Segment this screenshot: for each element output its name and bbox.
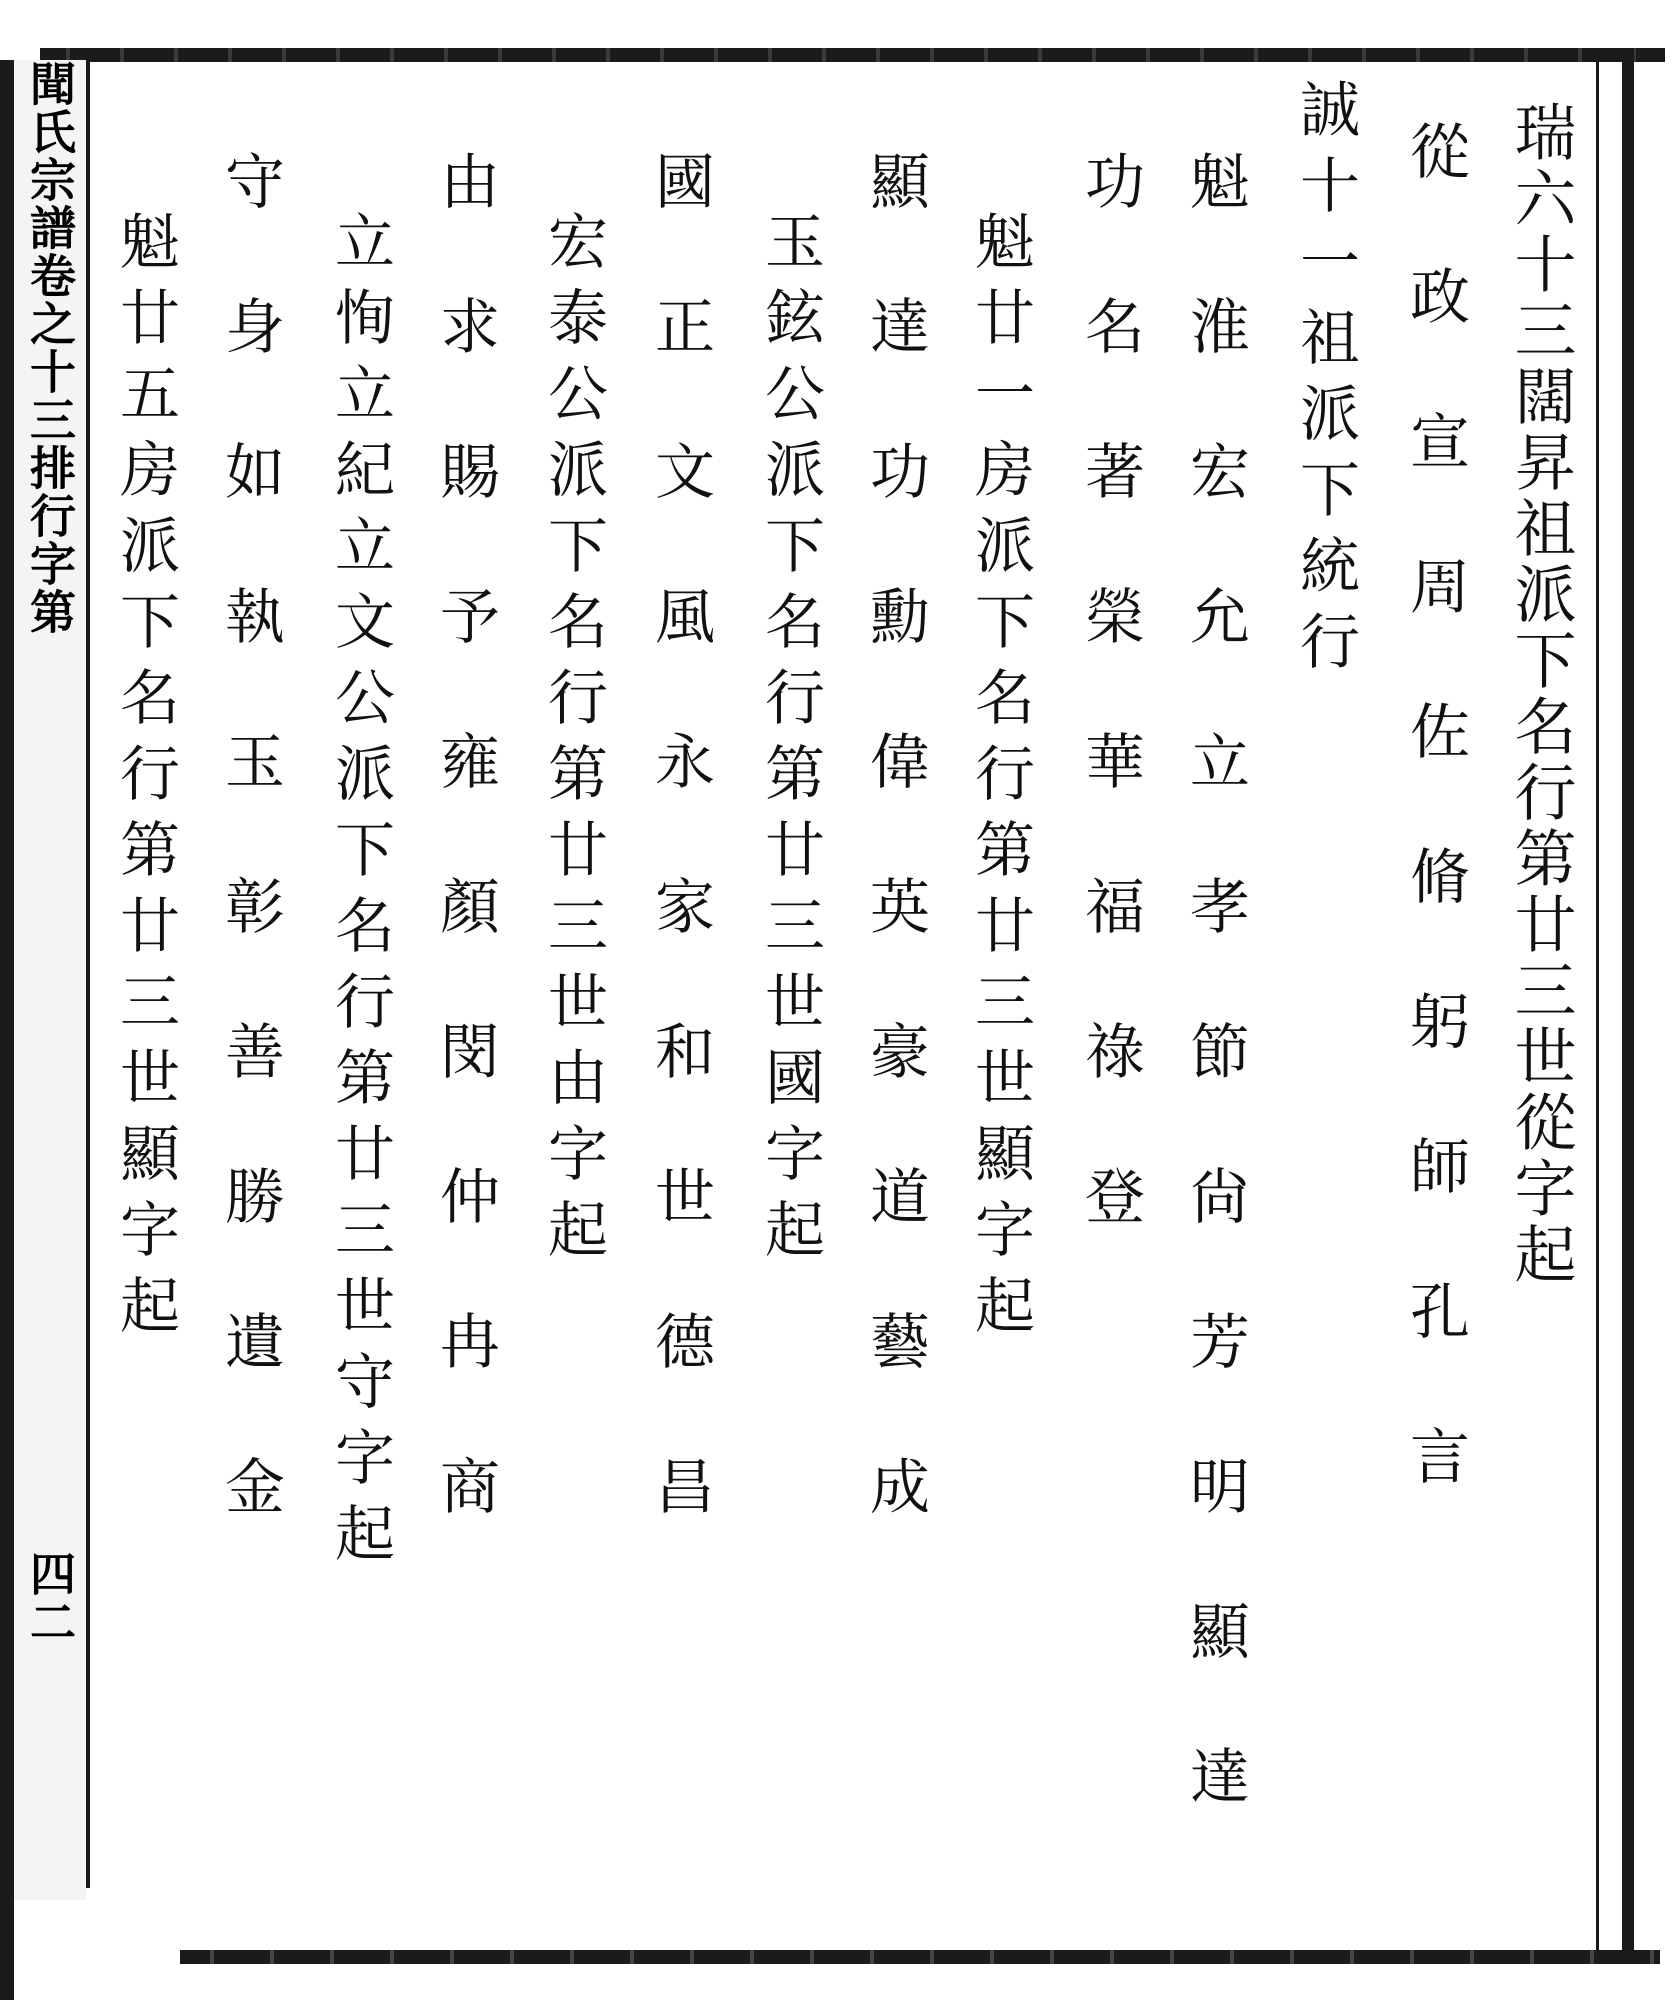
frame-left-outer-border — [0, 60, 14, 2000]
page-number: 四二 — [23, 1550, 77, 1646]
frame-bottom-border — [180, 1950, 1660, 1964]
generation-header: 魁廿一房派下名行第廿三世顯字起 — [965, 210, 1035, 1350]
generation-header: 瑞六十三闊昇祖派下名行第廿三世從字起 — [1504, 100, 1577, 1288]
name-sequence: 功名著榮華福祿登 — [1075, 150, 1145, 1310]
book-title: 聞氏宗譜 — [23, 60, 77, 252]
section-label: 排行字第 — [23, 444, 77, 636]
frame-right-inner-rule — [1596, 48, 1599, 1964]
name-sequence: 顯達功勳偉英豪道藝成 — [860, 150, 930, 1600]
generation-header: 魁廿五房派下名行第廿三世顯字起 — [110, 210, 180, 1350]
name-sequence: 由求賜予雍顏閔仲冉商 — [430, 150, 500, 1600]
chapter-label: 卷之十三 — [23, 252, 77, 444]
name-sequence: 國正文風永家和世德昌 — [645, 150, 715, 1600]
generation-header: 立恂立紀立文公派下名行第廿三世守字起 — [325, 210, 395, 1578]
frame-top-border — [40, 48, 1665, 62]
frame-left-inner-rule — [86, 48, 90, 1888]
margin-label — [20, 60, 80, 636]
branch-header: 誠十一祖派下統行 — [1290, 78, 1360, 686]
frame-right-border — [1622, 48, 1634, 1964]
name-sequence: 從政宣周佐脩躬師孔言 — [1400, 120, 1470, 1570]
name-sequence: 魁淮宏允立孝節尙芳明顯達 — [1180, 150, 1250, 1890]
generation-header: 宏泰公派下名行第廿三世由字起 — [538, 210, 608, 1274]
generation-header: 玉鉉公派下名行第廿三世國字起 — [755, 210, 825, 1274]
name-sequence: 守身如執玉彰善勝遺金 — [215, 150, 285, 1600]
